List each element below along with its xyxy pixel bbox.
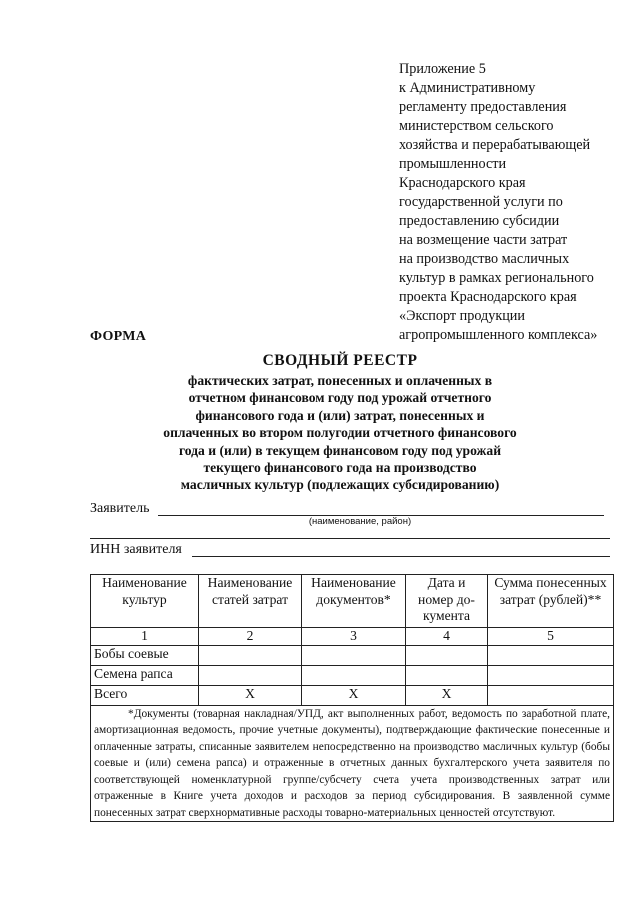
document-title: СВОДНЫЙ РЕЕСТР — [262, 352, 418, 369]
table-cell[interactable] — [488, 665, 614, 685]
footnote-text: *Документы (товарная накладная/УПД, акт выполненных работ, ведомость по заработной плате, амортизационная ведомость, прочие учетные документы), подтверждающие фактические понесенные и оплаченные затраты, списанные заявителем непосредственно на производство масличных культур (бобы соевые и (или) семена рапса) и отраженные в отчетных данных бухгалтерского учета заявителя по соответствующей номенклатурной группе/субсчету счета учета производственных затрат или отраженные в Книге учета доходов и расходов за период субсидирования. В заявленной сумме понесенных затрат сверхнормативные расходы товарно-материальных ценностей отсутствуют. — [91, 705, 614, 822]
table-cell[interactable] — [406, 665, 488, 685]
appendix-line: предоставлению субсидии — [399, 213, 560, 229]
table-cell[interactable] — [199, 645, 302, 665]
inn-label: ИНН заявителя — [90, 542, 182, 557]
table-cell: Х — [199, 685, 302, 705]
subtitle-line: фактических затрат, понесенных и оплаченных в — [187, 373, 493, 388]
header-cell: Наименование документов* — [302, 575, 406, 628]
footnote-row — [91, 705, 614, 822]
header-cell: Сумма понесенных затрат (рублей)** — [488, 575, 614, 628]
table-cell: Х — [302, 685, 406, 705]
appendix-line: хозяйства и перерабатывающей — [399, 137, 591, 153]
appendix-line: на возмещение части затрат — [399, 232, 568, 248]
table-row — [91, 665, 614, 685]
inn-input-line[interactable] — [192, 556, 610, 557]
appendix-line: Краснодарского края — [399, 175, 526, 191]
total-label: Всего — [91, 685, 199, 705]
header-cell: Дата и номер до-кумента — [406, 575, 488, 628]
appendix-block — [399, 60, 635, 345]
table-cell: Х — [406, 685, 488, 705]
appendix-line: к Административному — [399, 80, 536, 96]
crop-name: Бобы соевые — [91, 645, 199, 665]
total-row — [91, 685, 614, 705]
appendix-line: министерством сельского — [399, 118, 554, 134]
subtitle-line: оплаченных во втором полугодии отчетного финансового — [163, 425, 517, 441]
crop-name: Семена рапса — [91, 665, 199, 685]
table-header-row — [91, 575, 614, 628]
applicant-caption: (наименование, район) — [308, 516, 412, 527]
subtitle-line: года и (или) в текущем финансовом году под урожай — [178, 442, 502, 458]
table-cell[interactable] — [199, 665, 302, 685]
table-row — [91, 645, 614, 665]
appendix-line: на производство масличных — [399, 251, 570, 267]
appendix-line: «Экспорт продукции — [399, 308, 525, 324]
table-cell[interactable] — [302, 645, 406, 665]
header-cell: Наименование культур — [91, 575, 199, 628]
registry-table — [90, 574, 614, 822]
subtitle-line: масличных культур (подлежащих субсидированию) — [180, 477, 500, 493]
appendix-line: промышленности — [399, 156, 507, 172]
column-number: 5 — [488, 628, 614, 646]
table-cell[interactable] — [488, 685, 614, 705]
column-number-row — [91, 628, 614, 646]
column-number: 2 — [199, 628, 302, 646]
table-cell[interactable] — [302, 665, 406, 685]
appendix-line: государственной услуги по — [399, 194, 563, 210]
column-number: 1 — [91, 628, 199, 646]
table-cell[interactable] — [406, 645, 488, 665]
form-label: ФОРМА — [90, 329, 147, 344]
document-subtitle — [120, 372, 560, 494]
subtitle-line: финансового года и (или) затрат, понесенных и — [195, 407, 485, 423]
appendix-line: регламенту предоставления — [399, 99, 567, 115]
subtitle-line: отчетном финансовом году под урожай отчетного — [188, 390, 492, 406]
appendix-line: культур в рамках регионального — [399, 270, 594, 286]
appendix-line: агропромышленного комплекса» — [399, 327, 598, 343]
appendix-line: Приложение 5 — [399, 61, 486, 77]
appendix-line: проекта Краснодарского края — [399, 289, 577, 305]
applicant-extra-line[interactable] — [90, 538, 610, 539]
applicant-label: Заявитель — [90, 501, 150, 516]
column-number: 3 — [302, 628, 406, 646]
column-number: 4 — [406, 628, 488, 646]
header-cell: Наименование статей затрат — [199, 575, 302, 628]
subtitle-line: текущего финансового года на производство — [203, 460, 477, 476]
table-cell[interactable] — [488, 645, 614, 665]
